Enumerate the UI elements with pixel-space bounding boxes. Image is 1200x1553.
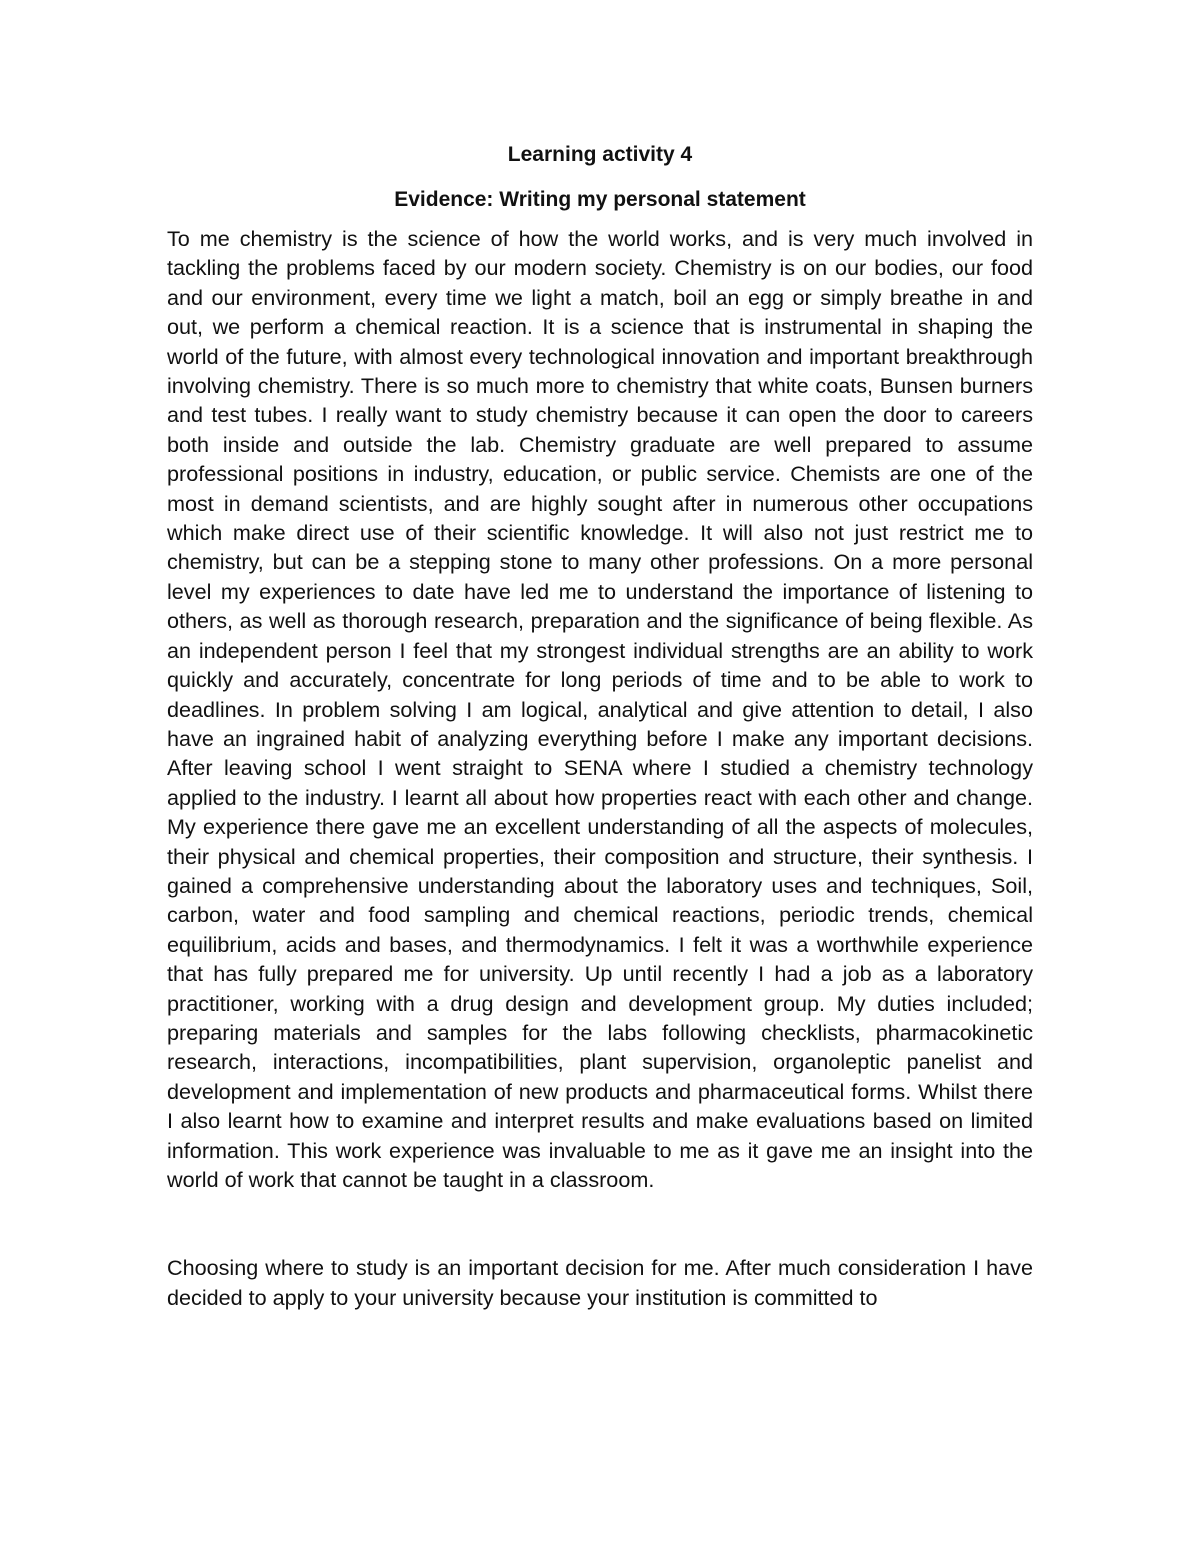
document-page [167,140,1033,1312]
body-paragraph-2: Choosing where to study is an important decision for me. After much consideration I have decided to apply to your university because your institution is committed to [167,1255,1033,1310]
document-title: Learning activity 4 [507,143,693,166]
body-paragraph-1: To me chemistry is the science of how the world works, and is very much involved in tackling the problems faced by our modern society. Chemistry is on our bodies, our food and our environment, every time we light a match, boil an egg or simply breathe in and out, we perform a chemical reaction. It is a science that is instrumental in shaping the world of the future, with almost every technological innovation and important breakthrough involving chemistry. There is so much more to chemistry that white coats, Bunsen burners and test tubes. I really want to study chemistry because it can open the door to careers both inside and outside the lab. Chemistry graduate are well prepared to assume professional positions in industry, education, or public service. Chemists are one of the most in demand scientists, and are highly sought after in numerous other occupations which make direct use of their scientific knowledge. It will also not just restrict me to chemistry, but can be a stepping stone to many other professions. On a more personal level my experiences to date have led me to understand the importance of listening to others, as well as thorough research, preparation and the significance of being flexible. As an independent person I feel that my strongest individual strengths are an ability to work quickly and accurately, concentrate for long periods of time and to be able to work to deadlines. In problem solving I am logical, analytical and give attention to detail, I also have an ingrained habit of analyzing everything before I make any important decisions. After leaving school I went straight to SENA where I studied a chemistry technology applied to the industry. I learnt all about how properties react with each other and change. My experience there gave me an excellent understanding of all the aspects of molecules, their physical and chemical properties, their composition and structure, their synthesis. I gained a comprehensive understanding about the laboratory uses and techniques, Soil, carbon, water and food sampling and chemical reactions, periodic trends, chemical equilibrium, acids and bases, and thermodynamics. I felt it was a worthwhile experience that has fully prepared me for university. Up until recently I had a job as a laboratory practitioner, working with a drug design and development group. My duties included; preparing materials and samples for the labs following checklists, pharmacokinetic research, interactions, incompatibilities, plant supervision, organoleptic panelist and development and implementation of new products and pharmaceutical forms. Whilst there I also learnt how to examine and interpret results and make evaluations based on limited information. This work experience was invaluable to me as it gave me an insight into the world of work that cannot be taught in a classroom. [167,226,1033,1192]
document-subtitle: Evidence: Writing my personal statement [394,188,806,211]
